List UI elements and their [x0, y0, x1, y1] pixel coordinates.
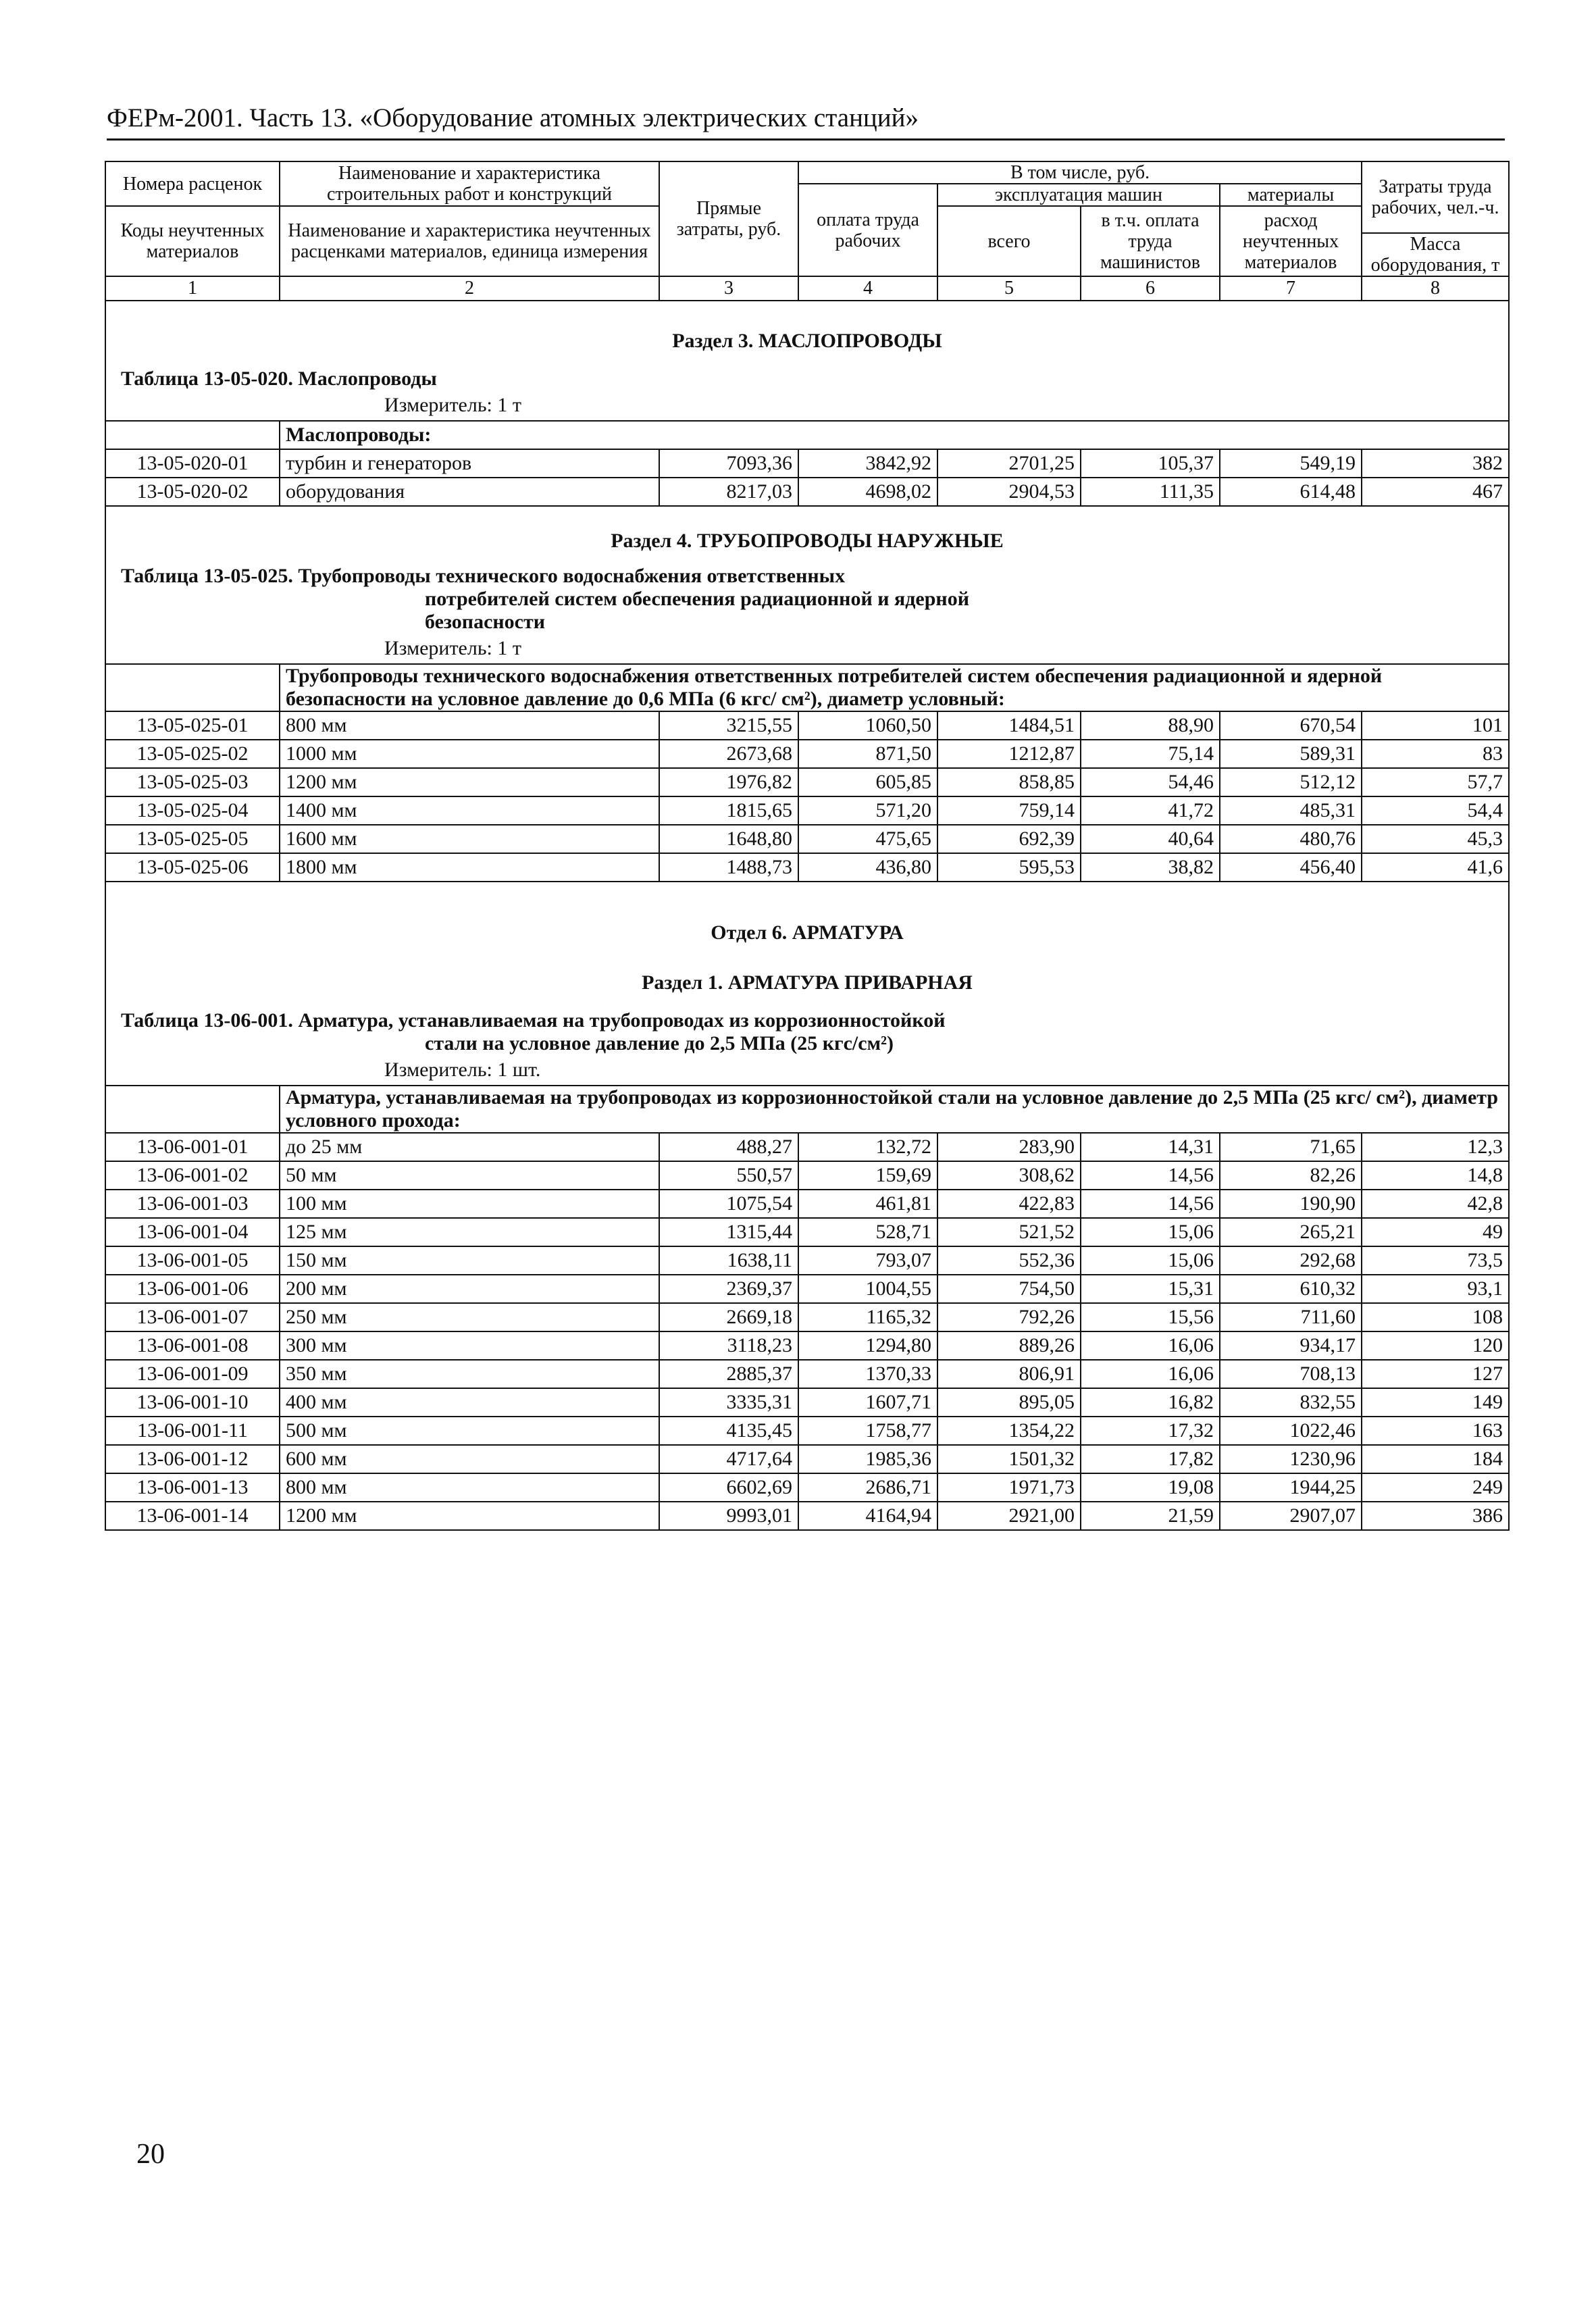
machine-total: 895,05 [937, 1388, 1081, 1417]
work-name: 600 мм [280, 1445, 659, 1473]
table-row [105, 449, 1509, 478]
labor-costs: 57,7 [1362, 768, 1509, 796]
table-row [105, 825, 1509, 853]
col-number: 6 [1081, 276, 1220, 301]
materials: 71,65 [1220, 1133, 1362, 1161]
direct-costs: 1075,54 [659, 1190, 798, 1218]
group-label-s3: Маслопроводы: [280, 421, 1509, 449]
table-row [105, 1161, 1509, 1190]
machine-total: 521,52 [937, 1218, 1081, 1246]
labor-costs: 42,8 [1362, 1190, 1509, 1218]
machine-total: 1484,51 [937, 711, 1081, 740]
rate-code: 13-06-001-03 [105, 1190, 280, 1218]
rate-code: 13-06-001-05 [105, 1246, 280, 1275]
worker-pay: 871,50 [798, 740, 937, 768]
table-row [105, 1275, 1509, 1303]
meter-s3: Измеритель: 1 т [105, 390, 1509, 421]
materials: 512,12 [1220, 768, 1362, 796]
direct-costs: 8217,03 [659, 478, 798, 506]
table-title-d6-line2: стали на условное давление до 2,5 МПа (25 кгс/см²) [425, 1032, 894, 1054]
table-row [105, 853, 1509, 882]
labor-costs: 120 [1362, 1331, 1509, 1360]
materials: 1944,25 [1220, 1473, 1362, 1502]
labor-costs: 467 [1362, 478, 1509, 506]
materials: 708,13 [1220, 1360, 1362, 1388]
labor-costs: 127 [1362, 1360, 1509, 1388]
table-title-s4 [105, 553, 1509, 634]
table-row [105, 711, 1509, 740]
table-row [105, 1303, 1509, 1331]
group-label-s4: Трубопроводы технического водоснабжения ответственных потребителей систем обеспечения радиационной и ядерной безопасности на условное давление до 0,6 МПа (6 кгс/ см²), диаметр условный: [280, 664, 1509, 711]
worker-pay: 528,71 [798, 1218, 937, 1246]
worker-pay: 1165,32 [798, 1303, 937, 1331]
machinist-pay: 15,06 [1081, 1246, 1220, 1275]
header-row-1 [105, 161, 1509, 184]
rate-code: 13-06-001-08 [105, 1331, 280, 1360]
rate-code: 13-05-025-03 [105, 768, 280, 796]
work-name: 250 мм [280, 1303, 659, 1331]
work-name: 500 мм [280, 1417, 659, 1445]
table-row [105, 1331, 1509, 1360]
work-name: 1000 мм [280, 740, 659, 768]
machine-total: 692,39 [937, 825, 1081, 853]
machinist-pay: 19,08 [1081, 1473, 1220, 1502]
materials: 711,60 [1220, 1303, 1362, 1331]
worker-pay: 436,80 [798, 853, 937, 882]
rate-code: 13-06-001-13 [105, 1473, 280, 1502]
hdr-materials-consumption: расход неучтенных материалов [1220, 206, 1362, 276]
materials: 832,55 [1220, 1388, 1362, 1417]
worker-pay: 1758,77 [798, 1417, 937, 1445]
rate-code: 13-06-001-02 [105, 1161, 280, 1190]
work-name: 125 мм [280, 1218, 659, 1246]
materials: 485,31 [1220, 796, 1362, 825]
machine-total: 806,91 [937, 1360, 1081, 1388]
machinist-pay: 54,46 [1081, 768, 1220, 796]
worker-pay: 605,85 [798, 768, 937, 796]
col-number: 7 [1220, 276, 1362, 301]
rate-code: 13-06-001-01 [105, 1133, 280, 1161]
work-name: 350 мм [280, 1360, 659, 1388]
machine-total: 552,36 [937, 1246, 1081, 1275]
rate-code: 13-06-001-12 [105, 1445, 280, 1473]
work-name: турбин и генераторов [280, 449, 659, 478]
machinist-pay: 16,06 [1081, 1360, 1220, 1388]
machinist-pay: 15,31 [1081, 1275, 1220, 1303]
materials: 292,68 [1220, 1246, 1362, 1275]
col-number: 5 [937, 276, 1081, 301]
direct-costs: 6602,69 [659, 1473, 798, 1502]
materials: 480,76 [1220, 825, 1362, 853]
labor-costs: 14,8 [1362, 1161, 1509, 1190]
machinist-pay: 21,59 [1081, 1502, 1220, 1530]
direct-costs: 1976,82 [659, 768, 798, 796]
rate-code: 13-05-025-05 [105, 825, 280, 853]
labor-costs: 249 [1362, 1473, 1509, 1502]
table-row [105, 1190, 1509, 1218]
rate-code: 13-05-025-01 [105, 711, 280, 740]
machine-total: 2904,53 [937, 478, 1081, 506]
materials: 610,32 [1220, 1275, 1362, 1303]
hdr-machinist-pay: в т.ч. оплата труда машинистов [1081, 206, 1220, 276]
direct-costs: 4717,64 [659, 1445, 798, 1473]
hdr-unaccounted-codes: Коды неучтенных материалов [105, 206, 280, 276]
direct-costs: 2885,37 [659, 1360, 798, 1388]
hdr-unaccounted-name: Наименование и характеристика неучтенных расценками материалов, единица измерения [280, 206, 659, 276]
work-name: 50 мм [280, 1161, 659, 1190]
direct-costs: 1638,11 [659, 1246, 798, 1275]
worker-pay: 1060,50 [798, 711, 937, 740]
work-name: 200 мм [280, 1275, 659, 1303]
table-row [105, 796, 1509, 825]
rate-code: 13-06-001-14 [105, 1502, 280, 1530]
labor-costs: 101 [1362, 711, 1509, 740]
worker-pay: 1370,33 [798, 1360, 937, 1388]
hdr-worker-pay: оплата труда рабочих [798, 184, 937, 276]
table-row [105, 1360, 1509, 1388]
machine-total: 792,26 [937, 1303, 1081, 1331]
worker-pay: 3842,92 [798, 449, 937, 478]
direct-costs: 1815,65 [659, 796, 798, 825]
table-title-s4-line2: потребителей систем обеспечения радиационной и ядерной [425, 588, 969, 610]
worker-pay: 159,69 [798, 1161, 937, 1190]
table-row [105, 1417, 1509, 1445]
group-label-d6: Арматура, устанавливаемая на трубопроводах из коррозионностойкой стали на условное давление до 2,5 МПа (25 кгс/ см²), диаметр условного прохода: [280, 1086, 1509, 1133]
table-row [105, 1473, 1509, 1502]
direct-costs: 2369,37 [659, 1275, 798, 1303]
materials: 82,26 [1220, 1161, 1362, 1190]
machine-total: 308,62 [937, 1161, 1081, 1190]
materials: 456,40 [1220, 853, 1362, 882]
worker-pay: 1985,36 [798, 1445, 937, 1473]
materials: 1022,46 [1220, 1417, 1362, 1445]
table-row [105, 478, 1509, 506]
direct-costs: 488,27 [659, 1133, 798, 1161]
direct-costs: 1315,44 [659, 1218, 798, 1246]
hdr-direct-costs: Прямые затраты, руб. [659, 161, 798, 276]
work-name: оборудования [280, 478, 659, 506]
hdr-machine-total: всего [937, 206, 1081, 276]
rate-code: 13-06-001-07 [105, 1303, 280, 1331]
machine-total: 759,14 [937, 796, 1081, 825]
column-numbers-row [105, 276, 1509, 301]
machinist-pay: 16,06 [1081, 1331, 1220, 1360]
materials: 265,21 [1220, 1218, 1362, 1246]
table-row [105, 1445, 1509, 1473]
page-header-title: ФЕРм-2001. Часть 13. «Оборудование атомных электрических станций» [107, 103, 1505, 141]
machinist-pay: 15,06 [1081, 1218, 1220, 1246]
direct-costs: 550,57 [659, 1161, 798, 1190]
meter-d6: Измеритель: 1 шт. [105, 1055, 1509, 1086]
machinist-pay: 14,56 [1081, 1161, 1220, 1190]
worker-pay: 1294,80 [798, 1331, 937, 1360]
rate-code: 13-05-025-04 [105, 796, 280, 825]
rates-table [105, 161, 1510, 1531]
labor-costs: 163 [1362, 1417, 1509, 1445]
work-name: 800 мм [280, 1473, 659, 1502]
labor-costs: 45,3 [1362, 825, 1509, 853]
machinist-pay: 17,32 [1081, 1417, 1220, 1445]
machine-total: 754,50 [937, 1275, 1081, 1303]
machinist-pay: 14,56 [1081, 1190, 1220, 1218]
machinist-pay: 15,56 [1081, 1303, 1220, 1331]
work-name: 400 мм [280, 1388, 659, 1417]
work-name: до 25 мм [280, 1133, 659, 1161]
department-title-d6: Отдел 6. АРМАТУРА [105, 882, 1509, 944]
machinist-pay: 40,64 [1081, 825, 1220, 853]
worker-pay: 1607,71 [798, 1388, 937, 1417]
worker-pay: 2686,71 [798, 1473, 937, 1502]
table-row [105, 1246, 1509, 1275]
materials: 190,90 [1220, 1190, 1362, 1218]
labor-costs: 73,5 [1362, 1246, 1509, 1275]
materials: 934,17 [1220, 1331, 1362, 1360]
machine-total: 595,53 [937, 853, 1081, 882]
rate-code: 13-06-001-11 [105, 1417, 280, 1445]
table-row [105, 1133, 1509, 1161]
worker-pay: 475,65 [798, 825, 937, 853]
materials: 670,54 [1220, 711, 1362, 740]
machinist-pay: 16,82 [1081, 1388, 1220, 1417]
hdr-machine-operation: эксплуатация машин [937, 184, 1220, 206]
rate-code: 13-05-020-02 [105, 478, 280, 506]
section-title-s4: Раздел 4. ТРУБОПРОВОДЫ НАРУЖНЫЕ [105, 506, 1509, 553]
machinist-pay: 75,14 [1081, 740, 1220, 768]
work-name: 1800 мм [280, 853, 659, 882]
rate-code: 13-06-001-09 [105, 1360, 280, 1388]
machinist-pay: 17,82 [1081, 1445, 1220, 1473]
table-title-s3: Таблица 13-05-020. Маслопроводы [105, 353, 1509, 390]
worker-pay: 132,72 [798, 1133, 937, 1161]
table-row [105, 1388, 1509, 1417]
machine-total: 858,85 [937, 768, 1081, 796]
labor-costs: 41,6 [1362, 853, 1509, 882]
direct-costs: 9993,01 [659, 1502, 798, 1530]
table-title-s4-line3: безопасности [425, 611, 546, 633]
labor-costs: 12,3 [1362, 1133, 1509, 1161]
machine-total: 889,26 [937, 1331, 1081, 1360]
col-number: 2 [280, 276, 659, 301]
col-number: 3 [659, 276, 798, 301]
labor-costs: 108 [1362, 1303, 1509, 1331]
work-name: 300 мм [280, 1331, 659, 1360]
work-name: 800 мм [280, 711, 659, 740]
materials: 614,48 [1220, 478, 1362, 506]
labor-costs: 54,4 [1362, 796, 1509, 825]
direct-costs: 2673,68 [659, 740, 798, 768]
machinist-pay: 14,31 [1081, 1133, 1220, 1161]
work-name: 150 мм [280, 1246, 659, 1275]
labor-costs: 149 [1362, 1388, 1509, 1417]
direct-costs: 3118,23 [659, 1331, 798, 1360]
table-title-s4-line1: Таблица 13-05-025. Трубопроводы технического водоснабжения ответственных [121, 565, 846, 587]
table-row [105, 1218, 1509, 1246]
table-row [105, 1502, 1509, 1530]
labor-costs: 83 [1362, 740, 1509, 768]
machine-total: 1501,32 [937, 1445, 1081, 1473]
materials: 2907,07 [1220, 1502, 1362, 1530]
work-name: 1600 мм [280, 825, 659, 853]
direct-costs: 2669,18 [659, 1303, 798, 1331]
hdr-labor-costs: Затраты труда рабочих, чел.-ч. [1362, 161, 1509, 233]
table-row [105, 740, 1509, 768]
machine-total: 1354,22 [937, 1417, 1081, 1445]
direct-costs: 7093,36 [659, 449, 798, 478]
rate-code: 13-06-001-10 [105, 1388, 280, 1417]
work-name: 100 мм [280, 1190, 659, 1218]
rate-code: 13-05-025-02 [105, 740, 280, 768]
hdr-materials: материалы [1220, 184, 1362, 206]
machinist-pay: 41,72 [1081, 796, 1220, 825]
labor-costs: 93,1 [1362, 1275, 1509, 1303]
worker-pay: 4698,02 [798, 478, 937, 506]
table-row [105, 768, 1509, 796]
labor-costs: 382 [1362, 449, 1509, 478]
worker-pay: 793,07 [798, 1246, 937, 1275]
machinist-pay: 111,35 [1081, 478, 1220, 506]
direct-costs: 1648,80 [659, 825, 798, 853]
rate-code: 13-05-025-06 [105, 853, 280, 882]
work-name: 1400 мм [280, 796, 659, 825]
meter-s4: Измеритель: 1 т [105, 634, 1509, 664]
direct-costs: 3335,31 [659, 1388, 798, 1417]
work-name: 1200 мм [280, 1502, 659, 1530]
direct-costs: 1488,73 [659, 853, 798, 882]
materials: 1230,96 [1220, 1445, 1362, 1473]
col-number: 4 [798, 276, 937, 301]
machine-total: 283,90 [937, 1133, 1081, 1161]
page-number: 20 [136, 2139, 165, 2170]
section-title-d6: Раздел 1. АРМАТУРА ПРИВАРНАЯ [105, 944, 1509, 994]
machine-total: 2701,25 [937, 449, 1081, 478]
materials: 589,31 [1220, 740, 1362, 768]
col-number: 8 [1362, 276, 1509, 301]
direct-costs: 3215,55 [659, 711, 798, 740]
direct-costs: 4135,45 [659, 1417, 798, 1445]
worker-pay: 1004,55 [798, 1275, 937, 1303]
labor-costs: 49 [1362, 1218, 1509, 1246]
materials: 549,19 [1220, 449, 1362, 478]
hdr-equipment-mass: Масса оборудования, т [1362, 233, 1509, 276]
work-name: 1200 мм [280, 768, 659, 796]
rates-document [105, 161, 1508, 1531]
rate-code: 13-05-020-01 [105, 449, 280, 478]
rate-code: 13-06-001-06 [105, 1275, 280, 1303]
table-title-d6 [105, 994, 1509, 1055]
section-title-s3: Раздел 3. МАСЛОПРОВОДЫ [105, 301, 1509, 353]
col-number: 1 [105, 276, 280, 301]
hdr-work-name: Наименование и характеристика строительных работ и конструкций [280, 161, 659, 206]
machinist-pay: 38,82 [1081, 853, 1220, 882]
machine-total: 2921,00 [937, 1502, 1081, 1530]
hdr-including: В том числе, руб. [798, 161, 1362, 184]
machine-total: 422,83 [937, 1190, 1081, 1218]
machinist-pay: 88,90 [1081, 711, 1220, 740]
labor-costs: 184 [1362, 1445, 1509, 1473]
table-title-d6-line1: Таблица 13-06-001. Арматура, устанавливаемая на трубопроводах из коррозионностойкой [121, 1009, 946, 1032]
machine-total: 1971,73 [937, 1473, 1081, 1502]
rate-code: 13-06-001-04 [105, 1218, 280, 1246]
worker-pay: 461,81 [798, 1190, 937, 1218]
worker-pay: 571,20 [798, 796, 937, 825]
machinist-pay: 105,37 [1081, 449, 1220, 478]
hdr-rate-number: Номера расценок [105, 161, 280, 206]
labor-costs: 386 [1362, 1502, 1509, 1530]
machine-total: 1212,87 [937, 740, 1081, 768]
worker-pay: 4164,94 [798, 1502, 937, 1530]
